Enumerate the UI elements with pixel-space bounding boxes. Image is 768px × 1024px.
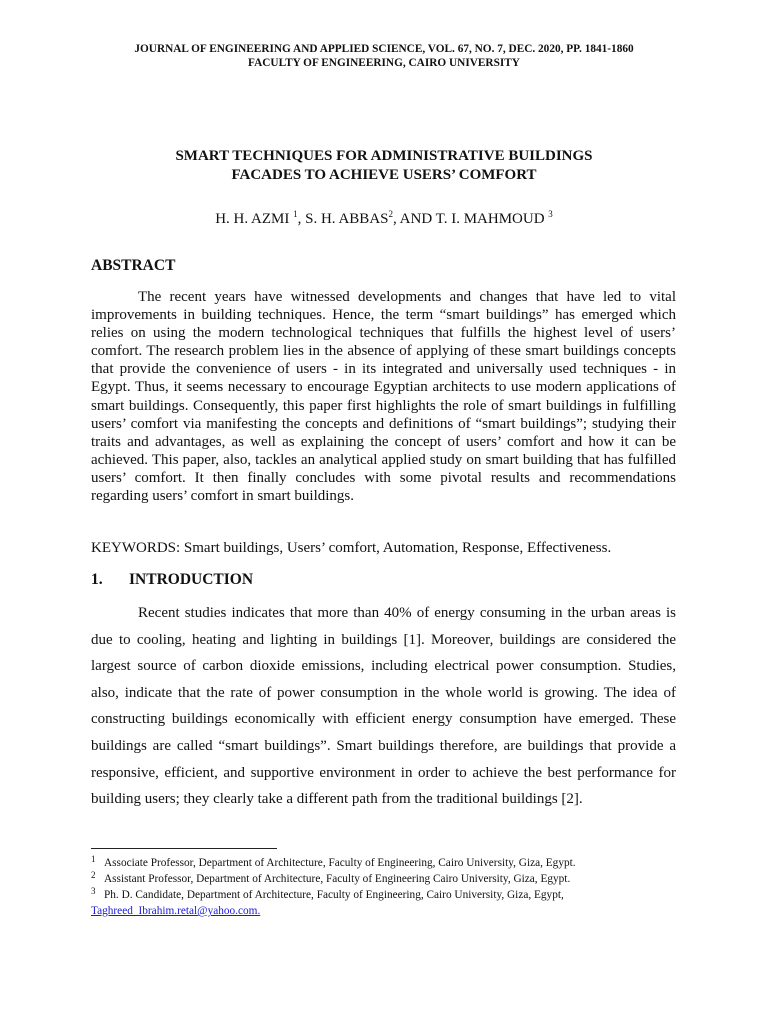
section-title: INTRODUCTION	[129, 571, 254, 588]
introduction-heading	[91, 570, 253, 589]
author-2-name: , S. H. ABBAS	[297, 211, 389, 227]
abstract-heading: ABSTRACT	[91, 257, 176, 274]
section-number: 1.	[91, 571, 103, 588]
footnote-1-text: Associate Professor, Department of Architecture, Faculty of Engineering, Cairo University, Giza, Egypt.	[104, 857, 576, 869]
footnote-divider	[91, 848, 277, 849]
paper-title-line1: SMART TECHNIQUES FOR ADMINISTRATIVE BUILDINGS	[175, 148, 593, 164]
keywords-line: KEYWORDS: Smart buildings, Users’ comfort, Automation, Response, Effectiveness.	[91, 540, 612, 556]
footnote-2: 2 Assistant Professor, Department of Architecture, Faculty of Engineering Cairo University, Giza, Egypt.	[91, 870, 571, 885]
footnote-email-line	[91, 903, 691, 919]
author-list	[60, 210, 708, 229]
footnote-2-text: Assistant Professor, Department of Architecture, Faculty of Engineering Cairo University, Giza, Egypt.	[104, 873, 571, 885]
footnote-3: 3 Ph. D. Candidate, Department of Architecture, Faculty of Engineering, Cairo University, Giza, Egypt,	[91, 886, 564, 901]
footnote-1: 1 Associate Professor, Department of Architecture, Faculty of Engineering, Cairo University, Giza, Egypt.	[91, 854, 576, 869]
abstract-body: The recent years have witnessed developments and changes that have led to vital improvements in building techniques. Hence, the term “smart buildings” has emerged which relies on using the modern technological techniques that fulfills the highest level of users’ comfort. The research problem lies in the absence of applying of these smart buildings concepts that provide the convenience of users - in its integrated and universally used techniques - in Egypt. Thus, it seems necessary to encourage Egyptian architects to use modern applications of smart buildings. Consequently, this paper first highlights the role of smart buildings in fulfilling users’ comfort via manifesting the concepts and definitions of “smart buildings”; studying their traits and advantages, as well as explaining the concept of users’ comfort and how it can be achieved. This paper, also, tackles an analytical applied study on smart building that has fulfilled users’ comfort. It then finally concludes with some pivotal results and recommendations regarding users’ comfort in smart buildings.	[91, 289, 676, 505]
footnote-3-text: Ph. D. Candidate, Department of Architecture, Faculty of Engineering, Cairo University, Giza, Egypt,	[104, 889, 564, 901]
author-email-link[interactable]: Taghreed_Ibrahim.retal@yahoo.com.	[91, 905, 261, 917]
author-3-affiliation-mark: 3	[548, 209, 553, 219]
author-1-name: H. H. AZMI	[215, 211, 290, 227]
journal-header-line2: FACULTY OF ENGINEERING, CAIRO UNIVERSITY	[248, 57, 520, 69]
author-3-name: , AND T. I. MAHMOUD	[393, 211, 545, 227]
paper-title-line2: FACADES TO ACHIEVE USERS’ COMFORT	[231, 167, 537, 183]
footnotes	[91, 855, 691, 919]
paper-title	[60, 147, 708, 185]
journal-header	[60, 42, 708, 70]
introduction-body: Recent studies indicates that more than 40% of energy consuming in the urban areas is due to cooling, heating and lighting in buildings [1]. Moreover, buildings are considered the largest source of carbon dioxide emissions, including electrical power consumption. Studies, also, indicate that the rate of power consumption in the whole world is growing. The idea of constructing buildings economically with efficient energy consumption have emerged. These buildings are called “smart buildings”. Smart buildings therefore, are buildings that provide a responsive, efficient, and supportive environment in order to achieve the best performance for building users; they clearly take a different path from the traditional buildings [2].	[91, 605, 676, 808]
journal-header-line1: JOURNAL OF ENGINEERING AND APPLIED SCIENCE, VOL. 67, NO. 7, DEC. 2020, PP. 1841-1860	[134, 43, 634, 55]
author-2-affiliation-mark: 2	[388, 209, 393, 219]
author-1-affiliation-mark: 1	[293, 209, 298, 219]
